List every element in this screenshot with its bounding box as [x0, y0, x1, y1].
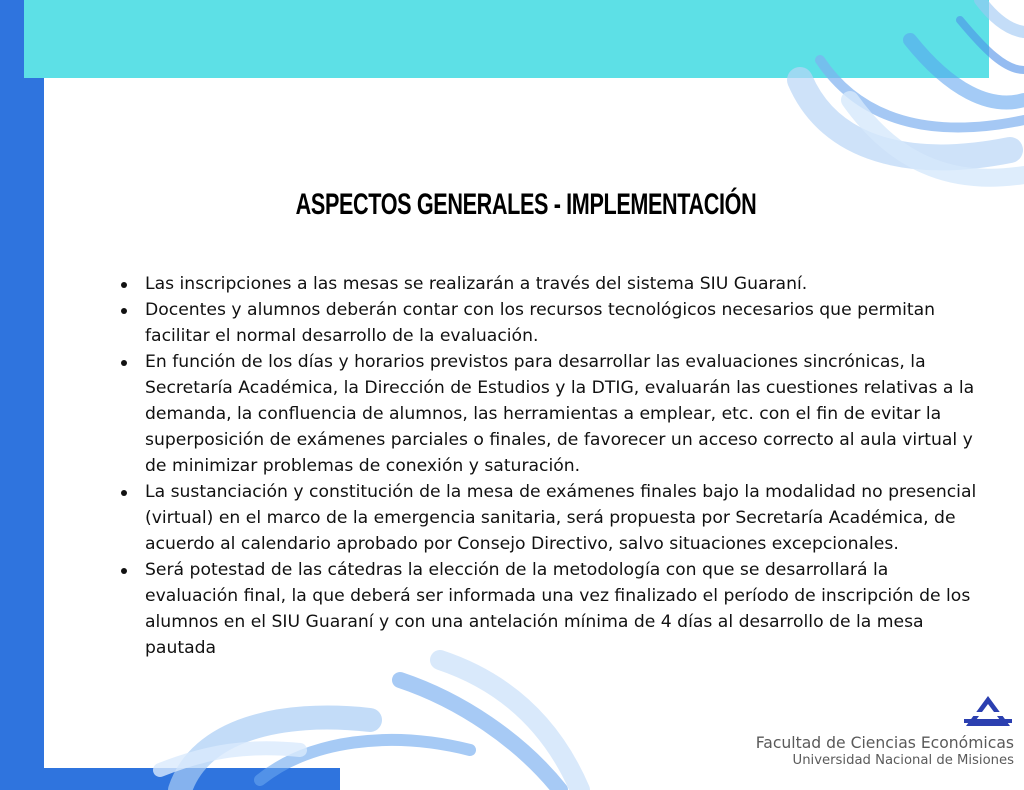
faculty-name: Facultad de Ciencias Económicas: [755, 734, 1014, 752]
bullet-list: [118, 271, 978, 661]
left-accent-bar: [0, 0, 44, 790]
top-header-band: [24, 0, 989, 78]
list-item: Las inscripciones a las mesas se realizarán a través del sistema SIU Guaraní.: [118, 271, 978, 297]
list-item: Docentes y alumnos deberán contar con los recursos tecnológicos necesarios que permitan facilitar el normal desarrollo de la evaluación.: [118, 297, 978, 349]
list-item: Será potestad de las cátedras la elección de la metodología con que se desarrollará la evaluación final, la que deberá ser informada una vez finalizado el período de inscripción de los alumnos en el SIU Guaraní y con una antelación mínima de 4 días al desarrollo de la mesa pautada: [118, 557, 978, 661]
faculty-logo-icon: [962, 693, 1014, 729]
bottom-accent-bar: [0, 768, 340, 790]
list-item: En función de los días y horarios previstos para desarrollar las evaluaciones sincrónicas, la Secretaría Académica, la Dirección de Estudios y la DTIG, evaluarán las cuestiones relativas a la demanda, la confluencia de alumnos, las herramientas a emplear, etc. con el fin de evitar la superposición de exámenes parciales o finales, de favorecer un acceso correcto al aula virtual y de minimizar problemas de conexión y saturación.: [118, 349, 978, 479]
page-title: ASPECTOS GENERALES - IMPLEMENTACIÓN: [295, 188, 757, 221]
university-name: Universidad Nacional de Misiones: [792, 753, 1014, 768]
list-item: La sustanciación y constitución de la mesa de exámenes finales bajo la modalidad no presencial (virtual) en el marco de la emergencia sanitaria, será propuesta por Secretaría Académica, de acuerdo al calendario aprobado por Consejo Directivo, salvo situaciones excepcionales.: [118, 479, 978, 557]
